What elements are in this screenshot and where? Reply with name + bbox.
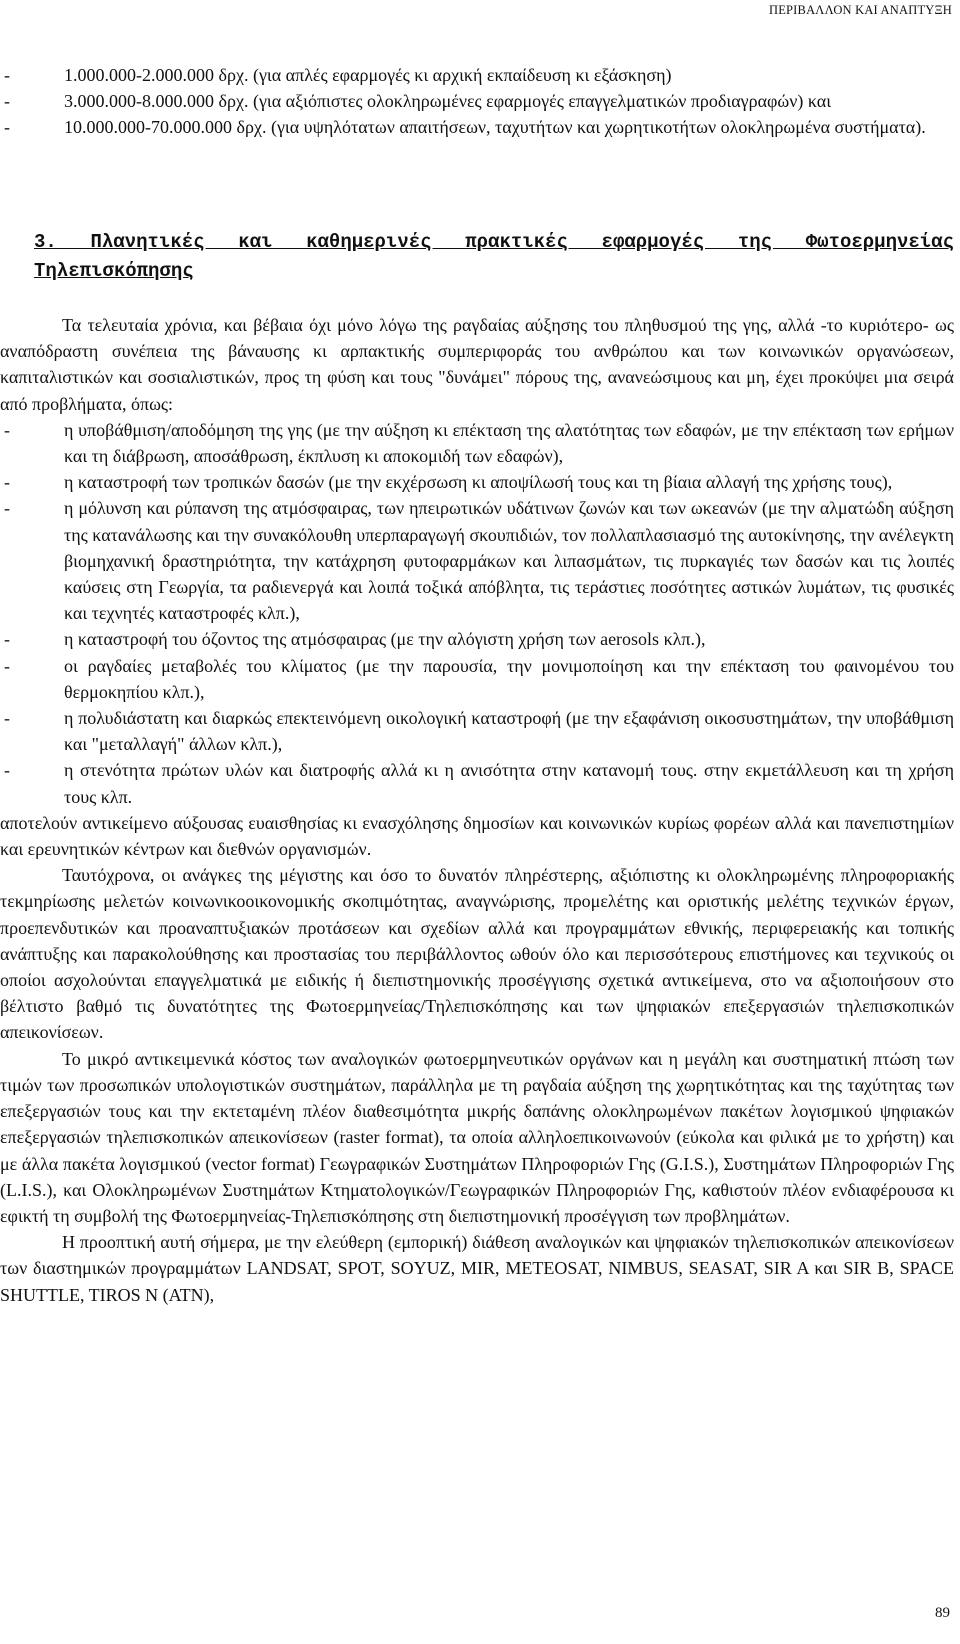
list-item [0,757,954,809]
intro-paragraph: Τα τελευταία χρόνια, και βέβαια όχι μόνο λόγω της ραγδαίας αύξησης του πληθυσμού της γης, αλλά -το κυριότερο- ως αναπόδραστη συνέπεια της βάναυσης κι αρπακτικής συμπεριφοράς του ανθρώπου και των κοινωνικών οργανώσεων, καπιταλιστικών και σοσιαλιστικών, προς τη φύση και τους "δυνάμει" πόρους της, ανανεώσιμους και μη, έχει προκύψει μια σειρά από προβλήματα, όπως: [0,315,954,414]
list-item-text: η καταστροφή των τροπικών δασών (με την εκχέρσωση κι αποψίλωσή τους και τη βίαια αλλαγή της χρήσης τους), [64,472,893,493]
list-item-text: 1.000.000-2.000.000 δρχ. (για απλές εφαρμογές κι αρχική εκπαίδευση κι εξάσκηση) [64,65,672,85]
paragraph: Η προοπτική αυτή σήμερα, με την ελεύθερη (εμπορική) διάθεση αναλογικών και ψηφιακών τηλεπισκοπικών απεικονίσεων των διαστημικών προγραμμάτων LANDSAT, SPOT, SOYUZ, MIR, METEOSAT, NIMBUS, SEASAT, SIR A και SIR B, SPACE SHUTTLE, TIROS N (ATN), [0,1232,954,1305]
list-item [0,626,954,652]
continuation-paragraph: αποτελούν αντικείμενο αύξουσας ευαισθησίας κι ενασχόλησης δημοσίων και κοινωνικών κυρίως φορέων αλλά και πανεπιστημίων και ερευνητικών κέντρων και διεθνών οργανισμών. [0,812,954,860]
list-item-text: 3.000.000-8.000.000 δρχ. (για αξιόπιστες ολοκληρωμένες εφαρμογές επαγγελματικών προδιαγραφών) και [64,91,832,112]
list-item [0,705,954,757]
list-dash: - [4,91,10,112]
list-item-text: η υποβάθμιση/αποδόμηση της γης (με την αύξηση κι επέκταση της αλατότητας των εδαφών, με την επέκταση των ερήμων και τη διάβρωση, αποσάθρωση, έκπλυση κι αποκομιδή των εδαφών), [64,419,954,467]
list-item [0,114,954,140]
list-item-text: η στενότητα πρώτων υλών και διατροφής αλλά κι η ανισότητα στην κατανομή τους. στην εκμετάλλευση και τη χρήση τους κλπ. [64,760,954,807]
list-dash: - [4,472,10,493]
list-item [0,88,954,114]
list-dash: - [4,655,10,676]
list-item [0,62,954,88]
list-dash: - [4,760,10,781]
list-dash: - [4,419,10,440]
running-header: ΠΕΡΙΒΑΛΛΟΝ ΚΑΙ ΑΝΑΠΤΥΞΗ [768,3,952,17]
list-item-text: οι ραγδαίες μεταβολές του κλίματος (με την παρουσία, την μονιμοποίηση και την επέκταση του φαινομένου του θερμοκηπίου κλπ.), [64,655,954,702]
list-item-text: η μόλυνση και ρύπανση της ατμόσφαιρας, των ηπειρωτικών υδάτινων ζωνών και των ωκεανών (με την αλματώδη αύξηση της κατανάλωσης και την συνακόλουθη υπερπαραγωγή σκουπιδιών, τον πολλαπλασιασμό της αυτοκίνησης, την ανέλεγκτη βιομηχανική δραστηριότητα, την κατάχρηση φυτοφαρμάκων και λιπασμάτων, τις πυρκαγιές των δασών και τις λοιπές καύσεις στη Γεωργία, τα ραδιενεργά και λοιπά τοξικά απόβλητα, τις τεράστιες ποσότητες αστικών λυμάτων, τις φυσικές και τεχνητές καταστροφές κλπ.), [64,498,954,624]
paragraph: Το μικρό αντικειμενικά κόστος των αναλογικών φωτοερμηνευτικών οργάνων και η μεγάλη και συστηματική πτώση των τιμών των προσωπικών υπολογιστικών συστημάτων, παράλληλα με τη ραγδαία αύξηση της χωρητικότητας και της ταχύτητας των επεξεργασιών τους και την εκτεταμένη πλέον διαθεσιμότητα μικρής δαπάνης ολοκληρωμένων πακέτων λογισμικού ψηφιακών επεξεργασιών τηλεπισκοπικών απεικονίσεων (raster format), τα οποία αλληλοεπικοινωνούν (εύκολα και φιλικά με το χρήστη) και με άλλα πακέτα λογισμικού (vector format) Γεωγραφικών Συστημάτων Πληροφοριών Γης (G.I.S.), Συστημάτων Πληροφοριών Γης (L.I.S.), και Ολοκληρωμένων Συστημάτων Κτηματολογικών/Γεωγραφικών Πληροφοριών Γης, καθιστούν πλέον ενδιαφέρουσα κι εφικτή τη συμβολή της Φωτοερμηνείας-Τηλεπισκόπησης στη διεπιστημονική προσέγγιση των προβλημάτων. [0,1048,954,1226]
list-item-text: η πολυδιάστατη και διαρκώς επεκτεινόμενη οικολογική καταστροφή (με την εξαφάνιση οικοσυστημάτων, την υποβάθμιση και "μεταλλαγή" άλλων κλπ.), [64,708,954,755]
list-item-text: η καταστροφή του όζοντος της ατμόσφαιρας (με την αλόγιστη χρήση των aerosols κλπ.), [64,629,706,650]
list-item [0,653,954,705]
list-item [0,469,954,495]
section-heading: 3. Πλανητικές και καθημερινές πρακτικές εφαρμογές της Φωτοερμηνείας Τηλεπισκόπησης [34,231,954,282]
paragraph: Ταυτόχρονα, οι ανάγκες της μέγιστης και όσο το δυνατόν πληρέστερης, αξιόπιστης κι ολοκληρωμένης πληροφοριακής τεκμηρίωσης μελετών κοινωνικοοικονομικής σκοπιμότητας, αναγνώρισης, προμελέτης και οριστικής μελέτης τεχνικών έργων, προεπενδυτικών και προαναπτυξιακών προτάσεων και σχεδίων αλλά και προγραμμάτων εθνικής, περιφερειακής και τοπικής ανάπτυξης και παρακολούθησης και προστασίας του περιβάλλοντος ωθούν όλο και περισσότερους επιστήμονες και τεχνικούς οι οποίοι ασχολούνται επαγγελματικά με ειδικής ή διεπιστημονικής προσέγγισης σχετικά αντικείμενα, στο να αξιοποιήσουν στο βέλτιστο βαθμό τις δυνατότητες της Φωτοερμηνείας/Τηλεπισκόπησης και των ψηφιακών επεξεργασιών τηλεπισκοπικών απεικονίσεων. [0,865,954,1043]
list-dash: - [4,117,10,138]
list-item [0,495,954,626]
list-dash: - [4,708,10,729]
cost-range-list [0,62,954,141]
body-text [0,312,954,1308]
list-dash: - [4,629,10,650]
list-item [0,417,954,469]
list-dash: - [4,65,10,85]
list-dash: - [4,498,10,519]
list-item-text: 10.000.000-70.000.000 δρχ. (για υψηλότατων απαιτήσεων, ταχυτήτων και χωρητικοτήτων ολοκληρωμένα συστήματα). [64,117,926,138]
page-number: 89 [935,1605,950,1621]
